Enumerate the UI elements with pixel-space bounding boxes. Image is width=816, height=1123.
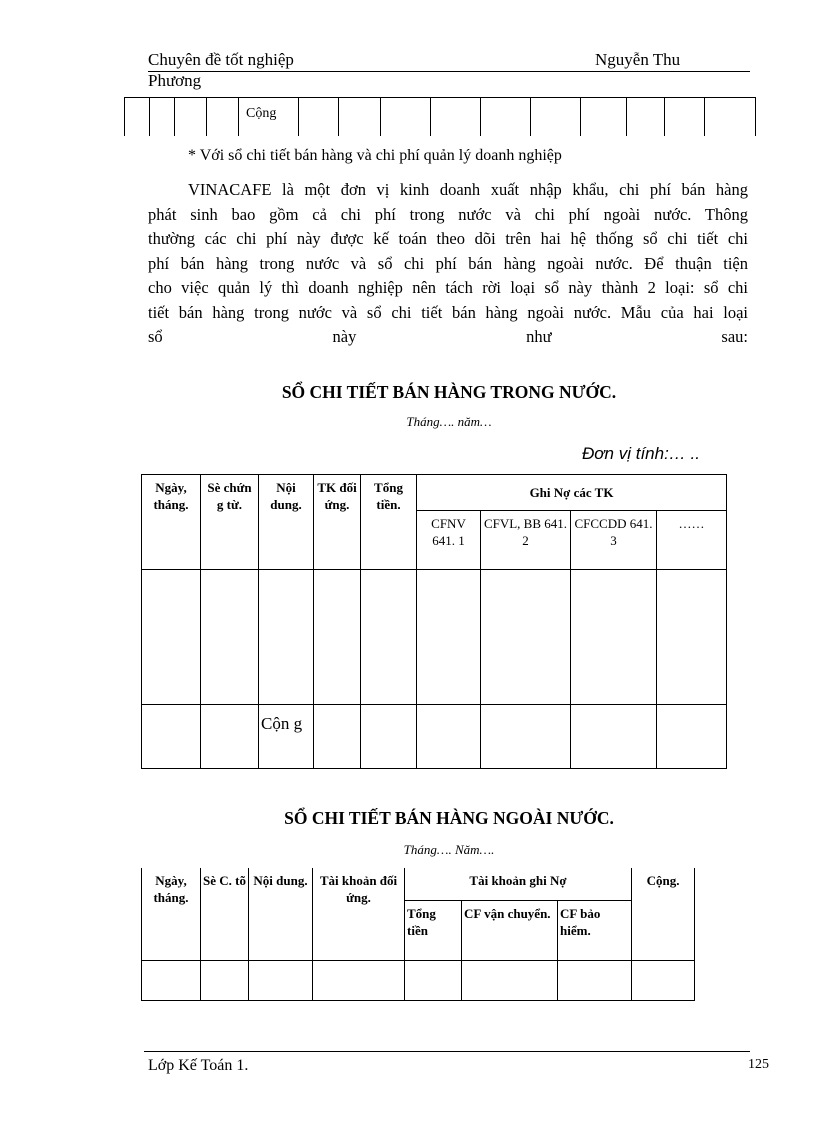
col-header-debit-accounts: Tài khoản ghi Nợ (405, 868, 632, 900)
table-cell (361, 570, 417, 705)
paragraph-line: tiết bán hàng trong nước và sổ chi tiết bán hàng ngoài nước. Mẫu của hai loại (148, 302, 748, 322)
table-cell (481, 705, 571, 769)
table-cell (201, 960, 249, 1000)
table1-title: SỔ CHI TIẾT BÁN HÀNG TRONG NƯỚC. (281, 382, 617, 402)
continued-table-total-label: Cộng (246, 106, 277, 121)
table-cell (142, 960, 201, 1000)
continued-table-fragment (124, 97, 756, 136)
col-header-voucher: Sè C. tõ (201, 868, 249, 960)
table-cell (462, 960, 558, 1000)
table1-total-label: Cộn g (259, 705, 314, 769)
sub-header-total-amount: Tổng tiền (405, 900, 462, 960)
table-cell (142, 570, 201, 705)
sub-header-insurance-cost: CF bảo hiểm. (558, 900, 632, 960)
sub-header-material-cost: CFVL, BB 641. 2 (481, 511, 571, 570)
table1-subtitle: Tháng…. năm… (406, 414, 492, 429)
table2-title: SỔ CHI TIẾT BÁN HÀNG NGOÀI NƯỚC. (284, 808, 614, 828)
sub-header-tool-cost: CFCCDD 641. 3 (571, 511, 657, 570)
table-cell (259, 570, 314, 705)
table-cell (201, 570, 259, 705)
col-header-date: Ngày, tháng. (142, 868, 201, 960)
col-header-date: Ngày, tháng. (142, 475, 201, 570)
table-cell (657, 570, 727, 705)
foreign-sales-ledger-table (141, 868, 695, 1001)
paragraph-line: VINACAFE là một đơn vị kinh doanh xuất nhập khẩu, chi phí bán hàng (188, 180, 748, 199)
table-cell (417, 570, 481, 705)
table-cell (142, 705, 201, 769)
table-cell (314, 570, 361, 705)
page-number: 125 (748, 1057, 769, 1072)
table-cell (571, 570, 657, 705)
sub-header-more: …… (657, 511, 727, 570)
header-author: Nguyễn Thu (595, 50, 681, 69)
col-header-contra-account: Tài khoản đối ứng. (313, 868, 405, 960)
col-header-total: Cộng. (632, 868, 695, 960)
table-cell (571, 705, 657, 769)
paragraph-line: sổ này như sau: (148, 327, 748, 346)
table-cell (201, 705, 259, 769)
body-paragraph (148, 178, 748, 350)
table-cell (314, 705, 361, 769)
col-header-voucher: Sè chứn g từ. (201, 475, 259, 570)
header-author-line2: Phương (148, 71, 202, 90)
sub-header-transport-cost: CF vận chuyển. (462, 900, 558, 960)
table-cell (249, 960, 313, 1000)
table-cell (481, 570, 571, 705)
table1-unit: Đơn vị tính:… .. (582, 444, 700, 463)
table-cell (632, 960, 695, 1000)
footer-class: Lớp Kế Toán 1. (148, 1057, 249, 1074)
col-header-total: Tổng tiền. (361, 475, 417, 570)
col-header-debit-accounts: Ghi Nợ các TK (417, 475, 727, 511)
table-cell (417, 705, 481, 769)
header-rule (148, 71, 750, 72)
footer-rule (144, 1051, 750, 1052)
table-cell (405, 960, 462, 1000)
header-title: Chuyên đề tốt nghiệp (148, 50, 294, 69)
col-header-description: Nội dung. (259, 475, 314, 570)
table-cell (657, 705, 727, 769)
paragraph-line: phát sinh bao gồm cả chi phí trong nước và chi phí ngoài nước. Thông (148, 204, 748, 224)
col-header-contra-account: TK đối ứng. (314, 475, 361, 570)
table2-subtitle: Tháng…. Năm…. (403, 842, 495, 857)
section-note: * Với sổ chi tiết bán hàng và chi phí quản lý doanh nghiệp (188, 147, 562, 164)
table-cell (361, 705, 417, 769)
domestic-sales-ledger-table (141, 474, 727, 769)
sub-header-staff-cost: CFNV 641. 1 (417, 511, 481, 570)
paragraph-line: thường các chi phí này được kế toán theo dõi trên hai hệ thống sổ chi tiết chi (148, 229, 748, 248)
table-cell (313, 960, 405, 1000)
paragraph-line: cho việc quản lý thì doanh nghiệp nên tách rời loại sổ này thành 2 loại: sổ chi (148, 278, 748, 297)
paragraph-line: phí bán hàng trong nước và sổ chi phí bán hàng ngoài nước. Để thuận tiện (148, 253, 748, 273)
table-cell (558, 960, 632, 1000)
col-header-description: Nội dung. (249, 868, 313, 960)
